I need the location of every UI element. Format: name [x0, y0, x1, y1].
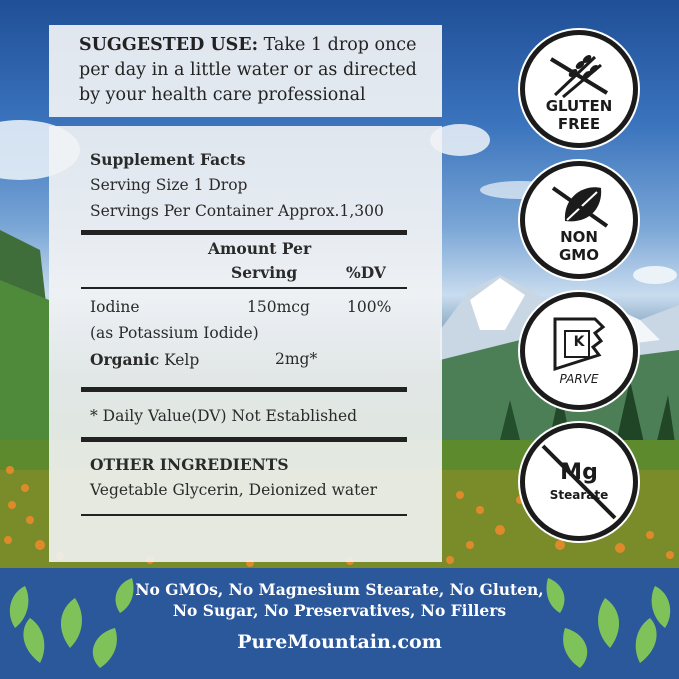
kelp-name — [90, 350, 199, 369]
header-amount-line2: Serving — [231, 263, 298, 282]
suggested-use-line3: by your health care professional — [79, 85, 366, 105]
header-dv: %DV — [346, 263, 386, 282]
suggested-use-line1: Take 1 drop once — [258, 35, 417, 55]
header-amount-line1: Amount Per — [208, 239, 312, 258]
footer-banner — [0, 568, 679, 679]
daily-value-footnote: * Daily Value(DV) Not Established — [90, 407, 358, 425]
nutrient-name: Iodine — [90, 298, 140, 316]
supplement-facts-title: Supplement Facts — [90, 150, 246, 169]
non-gmo-line2: GMO — [559, 246, 599, 264]
facts-header-divider — [81, 287, 407, 289]
non-gmo-badge — [520, 161, 638, 279]
gluten-free-line2: FREE — [557, 115, 601, 133]
suggested-use-text — [79, 33, 419, 108]
gluten-free-label — [525, 97, 633, 133]
other-ingredients-text: Vegetable Glycerin, Deionized water — [90, 481, 377, 499]
footer-claims-line1: No GMOs, No Magnesium Stearate, No Gluten, — [135, 580, 544, 599]
mg-stearate-badge — [520, 423, 638, 541]
kosher-k-icon — [525, 297, 633, 405]
nutrient-dv: 100% — [347, 298, 392, 316]
serving-size: Serving Size 1 Drop — [90, 176, 248, 194]
facts-thick-divider-3 — [81, 437, 407, 442]
gluten-free-badge — [520, 30, 638, 148]
facts-thick-divider — [81, 230, 407, 235]
kelp-amount: 2mg* — [275, 350, 318, 368]
parve-label: PARVE — [559, 372, 599, 386]
nutrient-source: (as Potassium Iodide) — [90, 324, 259, 342]
other-ingredients-heading: OTHER INGREDIENTS — [90, 455, 289, 474]
footer-claims-line2: No Sugar, No Preservatives, No Fillers — [172, 601, 507, 620]
facts-thick-divider-2 — [81, 387, 407, 392]
non-gmo-line1: NON — [560, 228, 598, 246]
kelp-organic: Organic — [90, 350, 160, 369]
footer-website: PureMountain.com — [237, 631, 442, 653]
stearate-label: Stearate — [549, 488, 609, 502]
kosher-letter: K — [573, 334, 585, 350]
nutrient-amount: 150mcg — [247, 298, 310, 316]
servings-per-container: Servings Per Container Approx.1,300 — [90, 202, 384, 220]
gluten-free-line1: GLUTEN — [545, 97, 613, 115]
facts-bottom-divider — [81, 514, 407, 516]
mg-label: Mg — [560, 460, 598, 485]
suggested-use-heading: SUGGESTED USE: — [79, 35, 259, 55]
non-gmo-label — [525, 228, 633, 264]
kelp-label: Kelp — [159, 351, 200, 369]
suggested-use-line2: per day in a little water or as directed — [79, 60, 417, 80]
kosher-parve-badge — [520, 292, 638, 410]
